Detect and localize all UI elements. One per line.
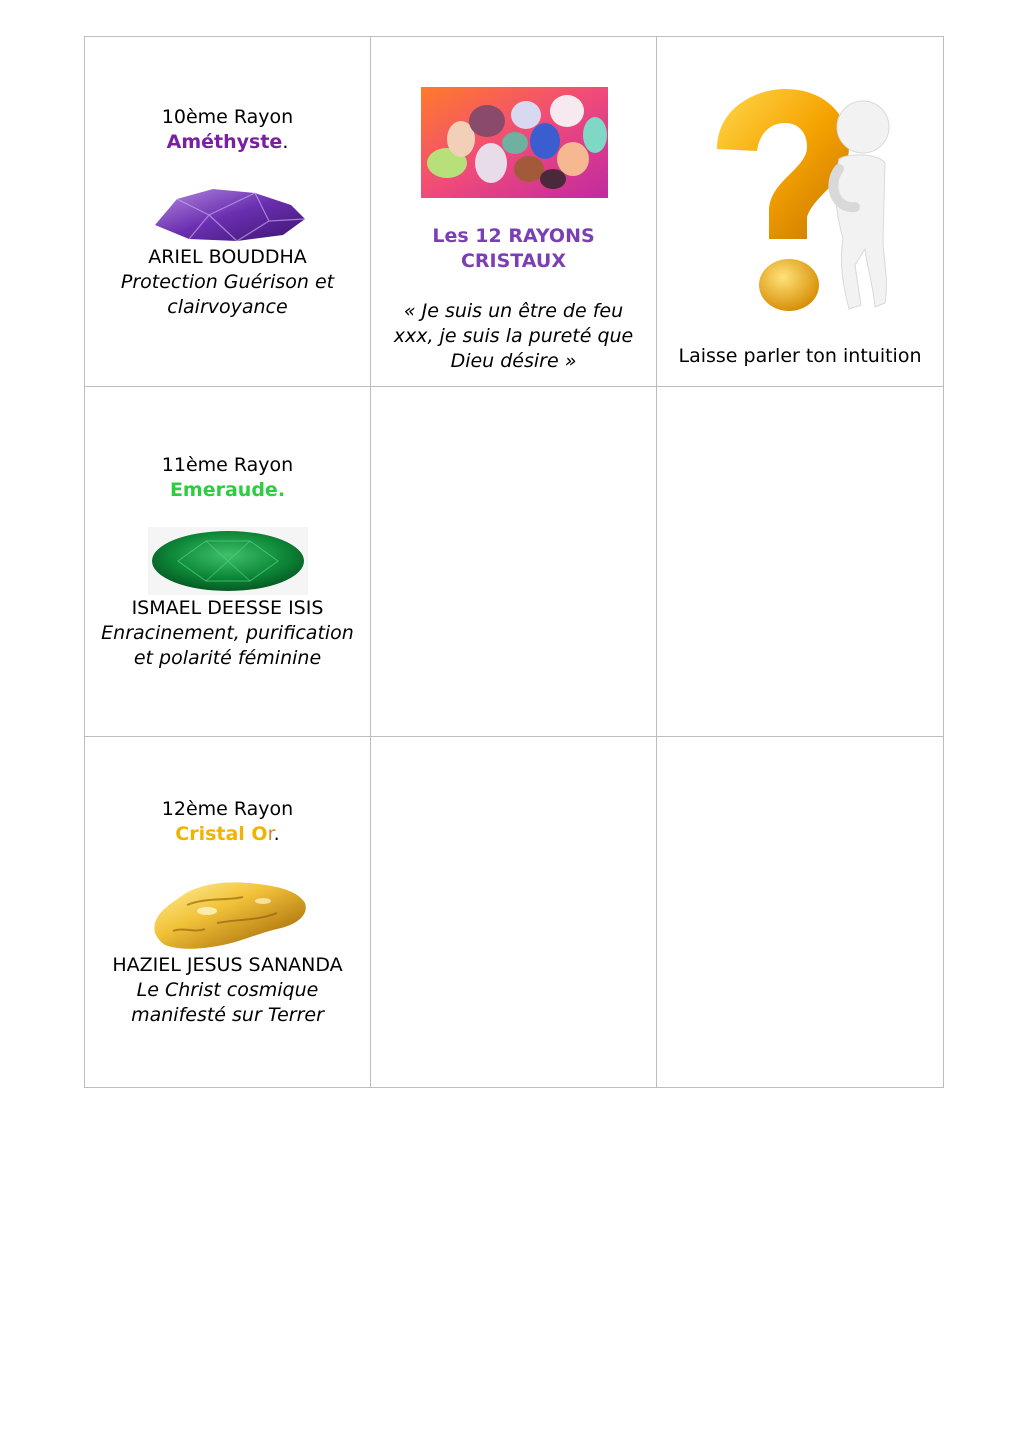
angel-names: ISMAEL DEESSE ISIS [131, 597, 324, 619]
emerald-icon [148, 527, 308, 595]
description-line-1: Protection Guérison et [120, 271, 335, 293]
stone-suffix: . [273, 823, 280, 845]
cover-title-line-2: CRISTAUX [460, 250, 566, 272]
card-12th-ray [85, 737, 371, 1087]
description-line-2: et polarité féminine [133, 647, 322, 669]
cover-title-line-1: Les 12 RAYONS [432, 225, 595, 247]
amethyst-icon [151, 185, 307, 245]
stone-name: Cristal O [175, 823, 268, 845]
empty-card [657, 737, 943, 1087]
description-line-2: manifesté sur Terrer [131, 1004, 324, 1026]
card-intuition [657, 37, 943, 387]
empty-card [371, 737, 657, 1087]
rank-label: 11ème Rayon [161, 454, 294, 476]
card-10th-ray [85, 37, 371, 387]
question-mark-figure-icon [707, 89, 897, 319]
rank-label: 12ème Rayon [161, 798, 294, 820]
quote-line-3: Dieu désire » [450, 350, 577, 372]
description-line-1: Enracinement, purification [101, 622, 354, 644]
quote-line-1: « Je suis un être de feu [403, 300, 624, 322]
empty-card [657, 387, 943, 737]
stone-name-line [85, 130, 370, 155]
crystals-photo-icon [421, 87, 608, 198]
angel-names: HAZIEL JESUS SANANDA [112, 954, 343, 976]
quote-line-2: xxx, je suis la pureté que [393, 325, 634, 347]
card-cover [371, 37, 657, 387]
angel-names: ARIEL BOUDDHA [148, 246, 307, 268]
rank-label: 10ème Rayon [161, 106, 294, 128]
stone-name: Améthyste [166, 131, 283, 153]
intuition-caption: Laisse parler ton intuition [678, 345, 922, 367]
description-line-2: clairvoyance [167, 296, 288, 318]
gold-nugget-icon [147, 875, 309, 951]
stone-suffix: . [282, 131, 289, 153]
stone-name: Emeraude. [169, 479, 286, 501]
stone-name-tail: r [267, 823, 274, 845]
stone-name-line [85, 822, 370, 847]
empty-card [371, 387, 657, 737]
description-line-1: Le Christ cosmique [136, 979, 319, 1001]
cards-table [84, 36, 944, 1088]
card-11th-ray [85, 387, 371, 737]
